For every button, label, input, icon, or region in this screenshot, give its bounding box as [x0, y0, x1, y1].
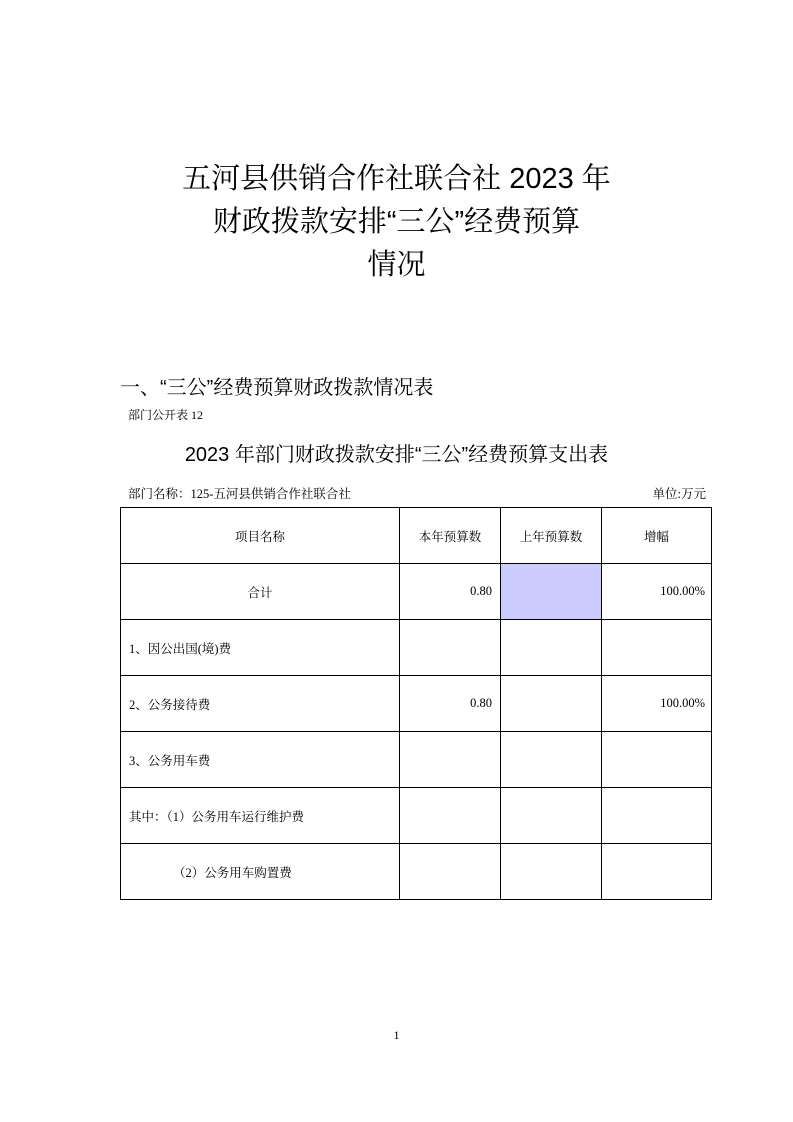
- header-current-budget: 本年预算数: [400, 508, 501, 564]
- department-name: 部门名称：125-五河县供销合作社联合社: [128, 487, 351, 501]
- cell-change: 100.00%: [602, 564, 712, 620]
- header-item-name: 项目名称: [121, 508, 400, 564]
- page-number: 1: [393, 1028, 400, 1042]
- table-row: [121, 620, 712, 676]
- title-line-2: 财政拨款安排“三公”经费预算: [212, 206, 581, 238]
- document-title: [0, 158, 793, 287]
- title-line-1: 五河县供销合作社联合社 2023 年: [182, 163, 611, 195]
- cell-previous-budget: [501, 788, 602, 844]
- table-code: 部门公开表 12: [128, 408, 204, 422]
- cell-current-budget: [400, 844, 501, 900]
- cell-item-name: 合计: [121, 564, 400, 620]
- cell-previous-budget: [501, 676, 602, 732]
- cell-item-name: （2）公务用车购置费: [121, 844, 400, 900]
- cell-previous-budget: [501, 732, 602, 788]
- cell-current-budget: 0.80: [400, 564, 501, 620]
- header-change: 增幅: [602, 508, 712, 564]
- cell-item-name: 2、公务接待费: [121, 676, 400, 732]
- table-row: [121, 844, 712, 900]
- cell-previous-budget: [501, 620, 602, 676]
- table-title: 2023 年部门财政拨款安排“三公”经费预算支出表: [184, 444, 609, 466]
- table-header-row: [121, 508, 712, 564]
- cell-change: [602, 620, 712, 676]
- table-row: [121, 732, 712, 788]
- cell-current-budget: 0.80: [400, 676, 501, 732]
- table-row: [121, 788, 712, 844]
- cell-change: [602, 732, 712, 788]
- cell-previous-budget-highlighted: [501, 564, 602, 620]
- cell-item-name: 3、公务用车费: [121, 732, 400, 788]
- header-previous-budget: 上年预算数: [501, 508, 602, 564]
- cell-change: [602, 844, 712, 900]
- table-row-total: [121, 564, 712, 620]
- table-meta-row: [128, 485, 706, 503]
- cell-current-budget: [400, 788, 501, 844]
- budget-table: [120, 507, 712, 900]
- cell-item-name: 1、因公出国(境)费: [121, 620, 400, 676]
- title-line-3: 情况: [367, 249, 426, 281]
- cell-item-name: 其中：（1）公务用车运行维护费: [121, 788, 400, 844]
- cell-current-budget: [400, 620, 501, 676]
- cell-current-budget: [400, 732, 501, 788]
- cell-change: 100.00%: [602, 676, 712, 732]
- cell-change: [602, 788, 712, 844]
- unit-label: 单位:万元: [652, 487, 706, 501]
- section-heading: 一、“三公”经费预算财政拨款情况表: [120, 377, 434, 399]
- cell-previous-budget: [501, 844, 602, 900]
- table-row: [121, 676, 712, 732]
